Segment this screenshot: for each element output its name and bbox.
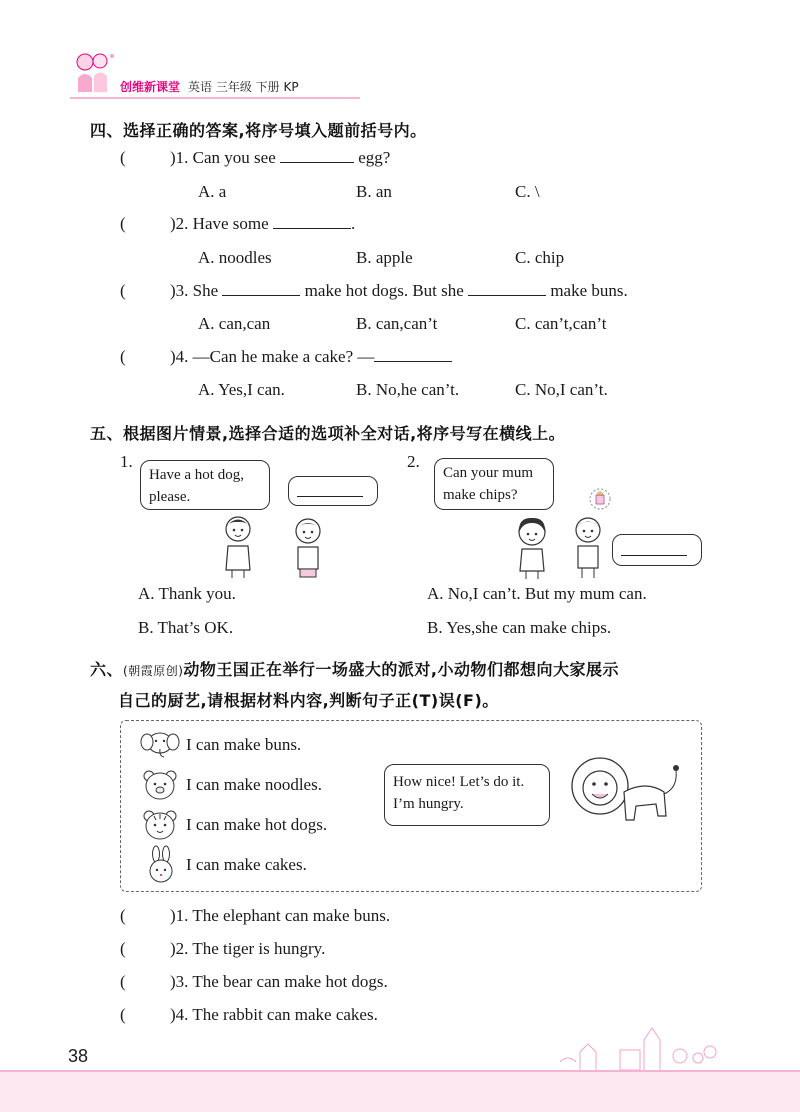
question-2: )2. Have some . bbox=[170, 214, 356, 233]
elephant-icon bbox=[140, 729, 180, 759]
option: A. Thank you. bbox=[138, 584, 236, 603]
thought-chips-icon bbox=[588, 487, 612, 511]
question-4: )4. —Can he make a cake? — bbox=[170, 347, 452, 367]
answer-blank[interactable] bbox=[273, 214, 351, 229]
answer-blank[interactable] bbox=[280, 148, 354, 163]
footer-band-line bbox=[0, 1070, 800, 1072]
answer-paren-open: ( bbox=[120, 939, 126, 958]
animal-statement: I can make hot dogs. bbox=[186, 815, 328, 834]
animal-statement: I can make buns. bbox=[186, 735, 302, 754]
answer-paren-open: ( bbox=[120, 906, 126, 925]
section5-title: 五、根据图片情景,选择合适的选项补全对话,将序号写在横线上。 bbox=[90, 424, 566, 443]
reply-bubble bbox=[612, 534, 702, 566]
tf-statement-4: )4. The rabbit can make cakes. bbox=[170, 1005, 378, 1024]
option: B. Yes,she can make chips. bbox=[427, 618, 612, 637]
header-kids-logo-icon bbox=[70, 48, 120, 98]
option: B. apple bbox=[356, 248, 413, 267]
castle-decoration-icon bbox=[560, 1022, 720, 1070]
answer-blank[interactable] bbox=[621, 541, 687, 556]
tf-statement-3: )3. The bear can make hot dogs. bbox=[170, 972, 388, 991]
option: C. chip bbox=[515, 248, 565, 267]
rabbit-icon bbox=[146, 845, 176, 883]
boy-icon bbox=[568, 514, 608, 580]
tf-statement-2: )2. The tiger is hungry. bbox=[170, 939, 326, 958]
option: B. an bbox=[356, 182, 392, 201]
girl-icon bbox=[510, 515, 554, 581]
option: C. No,I can’t. bbox=[515, 380, 608, 399]
answer-paren-open: ( bbox=[120, 148, 126, 167]
tiger-icon bbox=[142, 808, 178, 842]
answer-blank[interactable] bbox=[222, 281, 300, 296]
option: C. \ bbox=[515, 182, 540, 201]
tf-statement-1: )1. The elephant can make buns. bbox=[170, 906, 391, 925]
section6-title-line2: 自己的厨艺,请根据材料内容,判断句子正(T)误(F)。 bbox=[118, 691, 499, 710]
option: A. No,I can’t. But my mum can. bbox=[427, 584, 647, 603]
section4-title: 四、选择正确的答案,将序号填入题前括号内。 bbox=[90, 121, 427, 140]
answer-paren-open: ( bbox=[120, 281, 126, 300]
option: A. can,can bbox=[198, 314, 271, 333]
brand-label: 创维新课堂 bbox=[120, 80, 181, 94]
answer-blank[interactable] bbox=[297, 482, 363, 497]
answer-blank[interactable] bbox=[374, 347, 452, 362]
header-divider bbox=[70, 97, 360, 99]
bear-icon bbox=[142, 768, 178, 802]
page-number: 38 bbox=[68, 1046, 89, 1066]
answer-paren-open: ( bbox=[120, 214, 126, 233]
item-number: 1. bbox=[120, 452, 133, 471]
speech-bubble: Have a hot dog, please. bbox=[140, 460, 270, 510]
girl-icon bbox=[218, 512, 258, 580]
option: A. Yes,I can. bbox=[198, 380, 285, 399]
animal-statement: I can make cakes. bbox=[186, 855, 307, 874]
answer-paren-open: ( bbox=[120, 347, 126, 366]
option: A. a bbox=[198, 182, 227, 201]
animal-statement: I can make noodles. bbox=[186, 775, 322, 794]
answer-paren-open: ( bbox=[120, 1005, 126, 1024]
speech-bubble: Can your mum make chips? bbox=[434, 458, 554, 510]
option: A. noodles bbox=[198, 248, 272, 267]
boy-icon bbox=[288, 515, 328, 581]
item-number: 2. bbox=[407, 452, 420, 471]
section6-title: 六、(朝霞原创)动物王国正在举行一场盛大的派对,小动物们都想向大家展示 bbox=[90, 660, 619, 679]
question-3: )3. She make hot dogs. But she make buns. bbox=[170, 281, 628, 300]
book-meta: 英语 三年级 下册 KP bbox=[188, 80, 299, 94]
lion-speech-bubble: How nice! Let’s do it. I’m hungry. bbox=[384, 764, 550, 826]
answer-blank[interactable] bbox=[468, 281, 546, 296]
question-1: )1. Can you see egg? bbox=[170, 148, 391, 167]
footer-band bbox=[0, 1070, 800, 1112]
option: B. can,can’t bbox=[356, 314, 438, 333]
option: B. That’s OK. bbox=[138, 618, 234, 637]
option: C. can’t,can’t bbox=[515, 314, 607, 333]
reply-bubble bbox=[288, 476, 378, 506]
option: B. No,he can’t. bbox=[356, 380, 460, 399]
lion-icon bbox=[566, 752, 688, 834]
answer-paren-open: ( bbox=[120, 972, 126, 991]
